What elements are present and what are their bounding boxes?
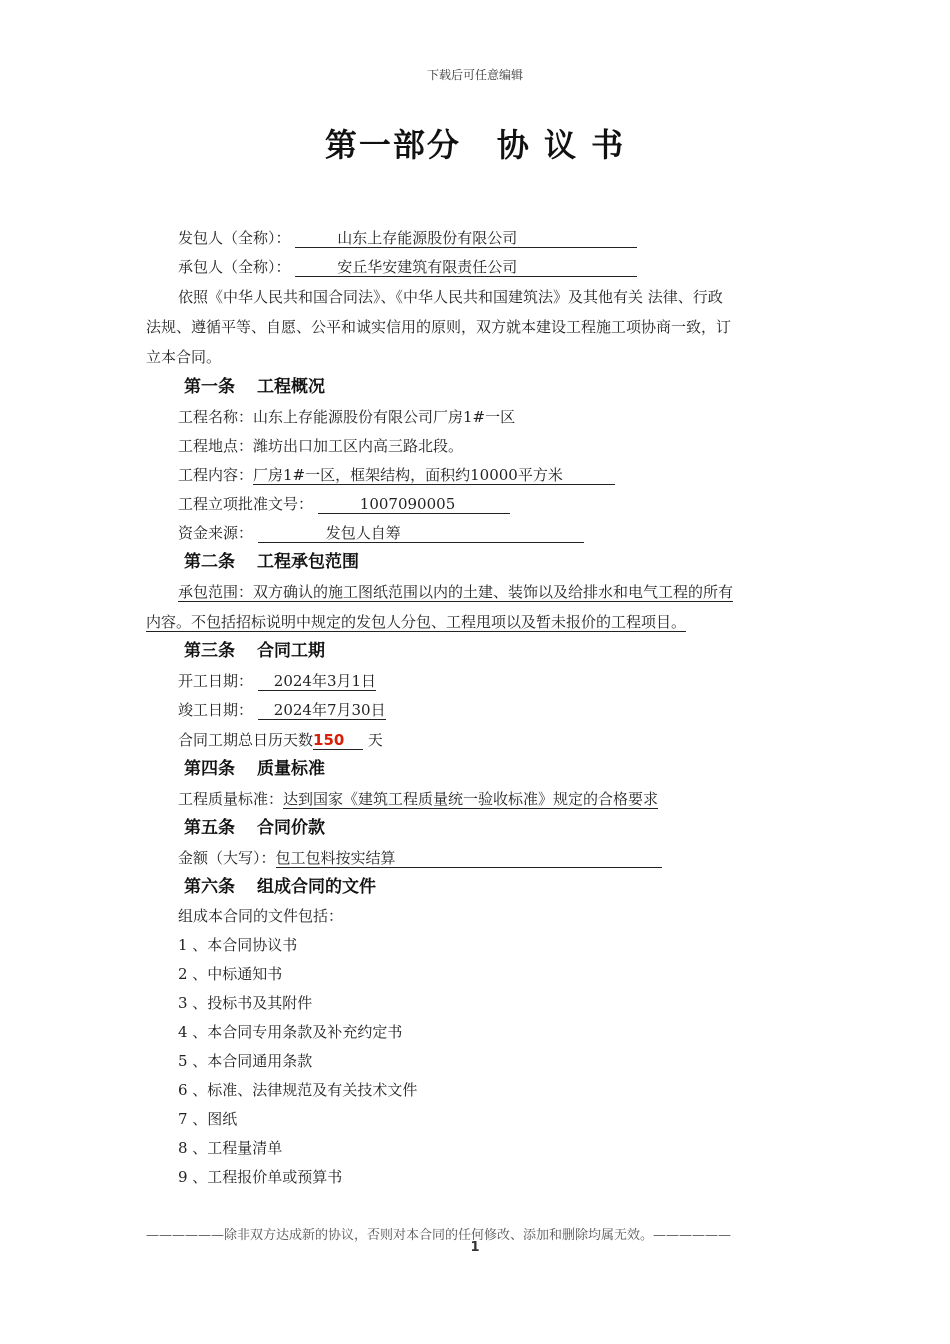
- contractor-name: 安丘华安建筑有限责任公司: [337, 258, 518, 276]
- page-title: [0, 120, 950, 166]
- list-item: 4 、本合同专用条款及补充约定书: [178, 1023, 403, 1041]
- duration-days: 150: [313, 731, 345, 749]
- page-number: 1: [470, 1240, 480, 1255]
- preamble-line-2: 法规、遵循平等、自愿、公平和诚实信用的原则，双方就本建设工程施工项协商一致，订: [146, 318, 732, 336]
- duration-label: 合同工期总日历天数: [178, 731, 314, 749]
- funding-label: 资金来源：: [178, 524, 254, 542]
- quality-value: 达到国家《建筑工程质量统一验收标准》规定的合格要求: [283, 790, 659, 808]
- start-date-label: 开工日期：: [178, 672, 254, 690]
- article-4-title: 质量标准: [257, 759, 325, 779]
- content-value: 厂房1#一区，框架结构，面积约10000平方米: [253, 466, 615, 485]
- scope-text-1: 承包范围：双方确认的施工图纸范围以内的土建、装饰以及给排水和电气工程的所有: [178, 583, 734, 601]
- contractor-label: 承包人（全称）：: [178, 258, 291, 276]
- list-item: 8 、工程量清单: [178, 1139, 283, 1157]
- project-name-label: 工程名称：: [178, 408, 254, 426]
- price-label: 金额（大写）：: [178, 849, 276, 867]
- article-6-title: 组成合同的文件: [257, 877, 376, 897]
- contractor-line: [178, 257, 637, 277]
- end-date-value: 2024年7月30日: [258, 701, 386, 720]
- article-1-heading: [184, 376, 325, 398]
- funding-value: 发包人自筹: [325, 524, 401, 542]
- contractor-field: [295, 258, 637, 277]
- title-name: 协 议 书: [496, 126, 626, 164]
- price-line: [178, 848, 662, 868]
- location-line: [178, 436, 463, 456]
- article-3-heading: [184, 640, 325, 662]
- article-4-heading: [184, 758, 325, 780]
- article-5-title: 合同价款: [257, 818, 325, 838]
- article-6-heading: [184, 876, 376, 898]
- list-item: 7 、图纸: [178, 1110, 238, 1128]
- approval-value: 1007090005: [359, 495, 456, 513]
- approval-label: 工程立项批准文号：: [178, 495, 314, 513]
- article-2-number: 第二条: [184, 552, 235, 572]
- article-2-heading: [184, 551, 359, 573]
- funding-field: [258, 524, 584, 543]
- article-6-number: 第六条: [184, 877, 235, 897]
- article-3-title: 合同工期: [257, 641, 325, 661]
- start-date-value: 2024年3月1日: [258, 672, 376, 691]
- quality-label: 工程质量标准：: [178, 790, 284, 808]
- location-label: 工程地点：: [178, 437, 254, 455]
- content-label: 工程内容：: [178, 466, 254, 484]
- employer-name: 山东上存能源股份有限公司: [337, 229, 518, 247]
- article-5-number: 第五条: [184, 818, 235, 838]
- list-item: 5 、本合同通用条款: [178, 1052, 313, 1070]
- employer-field: [295, 229, 637, 248]
- header-note: 下载后可任意编辑: [426, 68, 523, 82]
- preamble-line-3: 立本合同。: [146, 348, 222, 366]
- list-item: 2 、中标通知书: [178, 965, 283, 983]
- scope-line-2: [146, 612, 686, 632]
- list-item: 9 、工程报价单或预算书: [178, 1168, 343, 1186]
- list-item: 3 、投标书及其附件: [178, 994, 313, 1012]
- project-name-value: 山东上存能源股份有限公司厂房1#一区: [253, 408, 516, 426]
- approval-line: [178, 494, 510, 514]
- article-4-number: 第四条: [184, 759, 235, 779]
- content-line: [178, 465, 615, 485]
- article-5-heading: [184, 817, 325, 839]
- end-date-label: 竣工日期：: [178, 701, 254, 719]
- preamble-line-1: 依照《中华人民共和国合同法》、《中华人民共和国建筑法》及其他有关 法律、行政: [178, 288, 723, 306]
- duration-unit: 天: [367, 731, 383, 749]
- employer-line: [178, 228, 637, 248]
- duration-line: [178, 730, 383, 750]
- end-date-line: [178, 700, 386, 720]
- price-value: 包工包料按实结算: [276, 849, 662, 868]
- quality-line: [178, 789, 658, 809]
- documents-intro: 组成本合同的文件包括：: [178, 907, 344, 925]
- project-name-line: [178, 407, 515, 427]
- list-item: 6 、标准、法律规范及有关技术文件: [178, 1081, 418, 1099]
- list-item: 1 、本合同协议书: [178, 936, 298, 954]
- article-1-number: 第一条: [184, 377, 235, 397]
- article-1-title: 工程概况: [257, 377, 325, 397]
- scope-text-2: 内容。不包括招标说明中规定的发包人分包、工程甩项以及暂未报价的工程项目。: [146, 613, 687, 631]
- article-2-title: 工程承包范围: [257, 552, 359, 572]
- employer-label: 发包人（全称）：: [178, 229, 291, 247]
- article-3-number: 第三条: [184, 641, 235, 661]
- duration-field: [313, 731, 363, 750]
- title-part: 第一部分: [324, 126, 461, 164]
- scope-line-1: [178, 582, 733, 602]
- approval-field: [318, 495, 510, 514]
- start-date-line: [178, 671, 376, 691]
- footer-note: ——————除非双方达成新的协议，否则对本合同的任何修改、添加和删除均属无效。——————: [146, 1228, 732, 1243]
- location-value: 潍坊出口加工区内高三路北段。: [253, 437, 464, 455]
- funding-line: [178, 523, 584, 543]
